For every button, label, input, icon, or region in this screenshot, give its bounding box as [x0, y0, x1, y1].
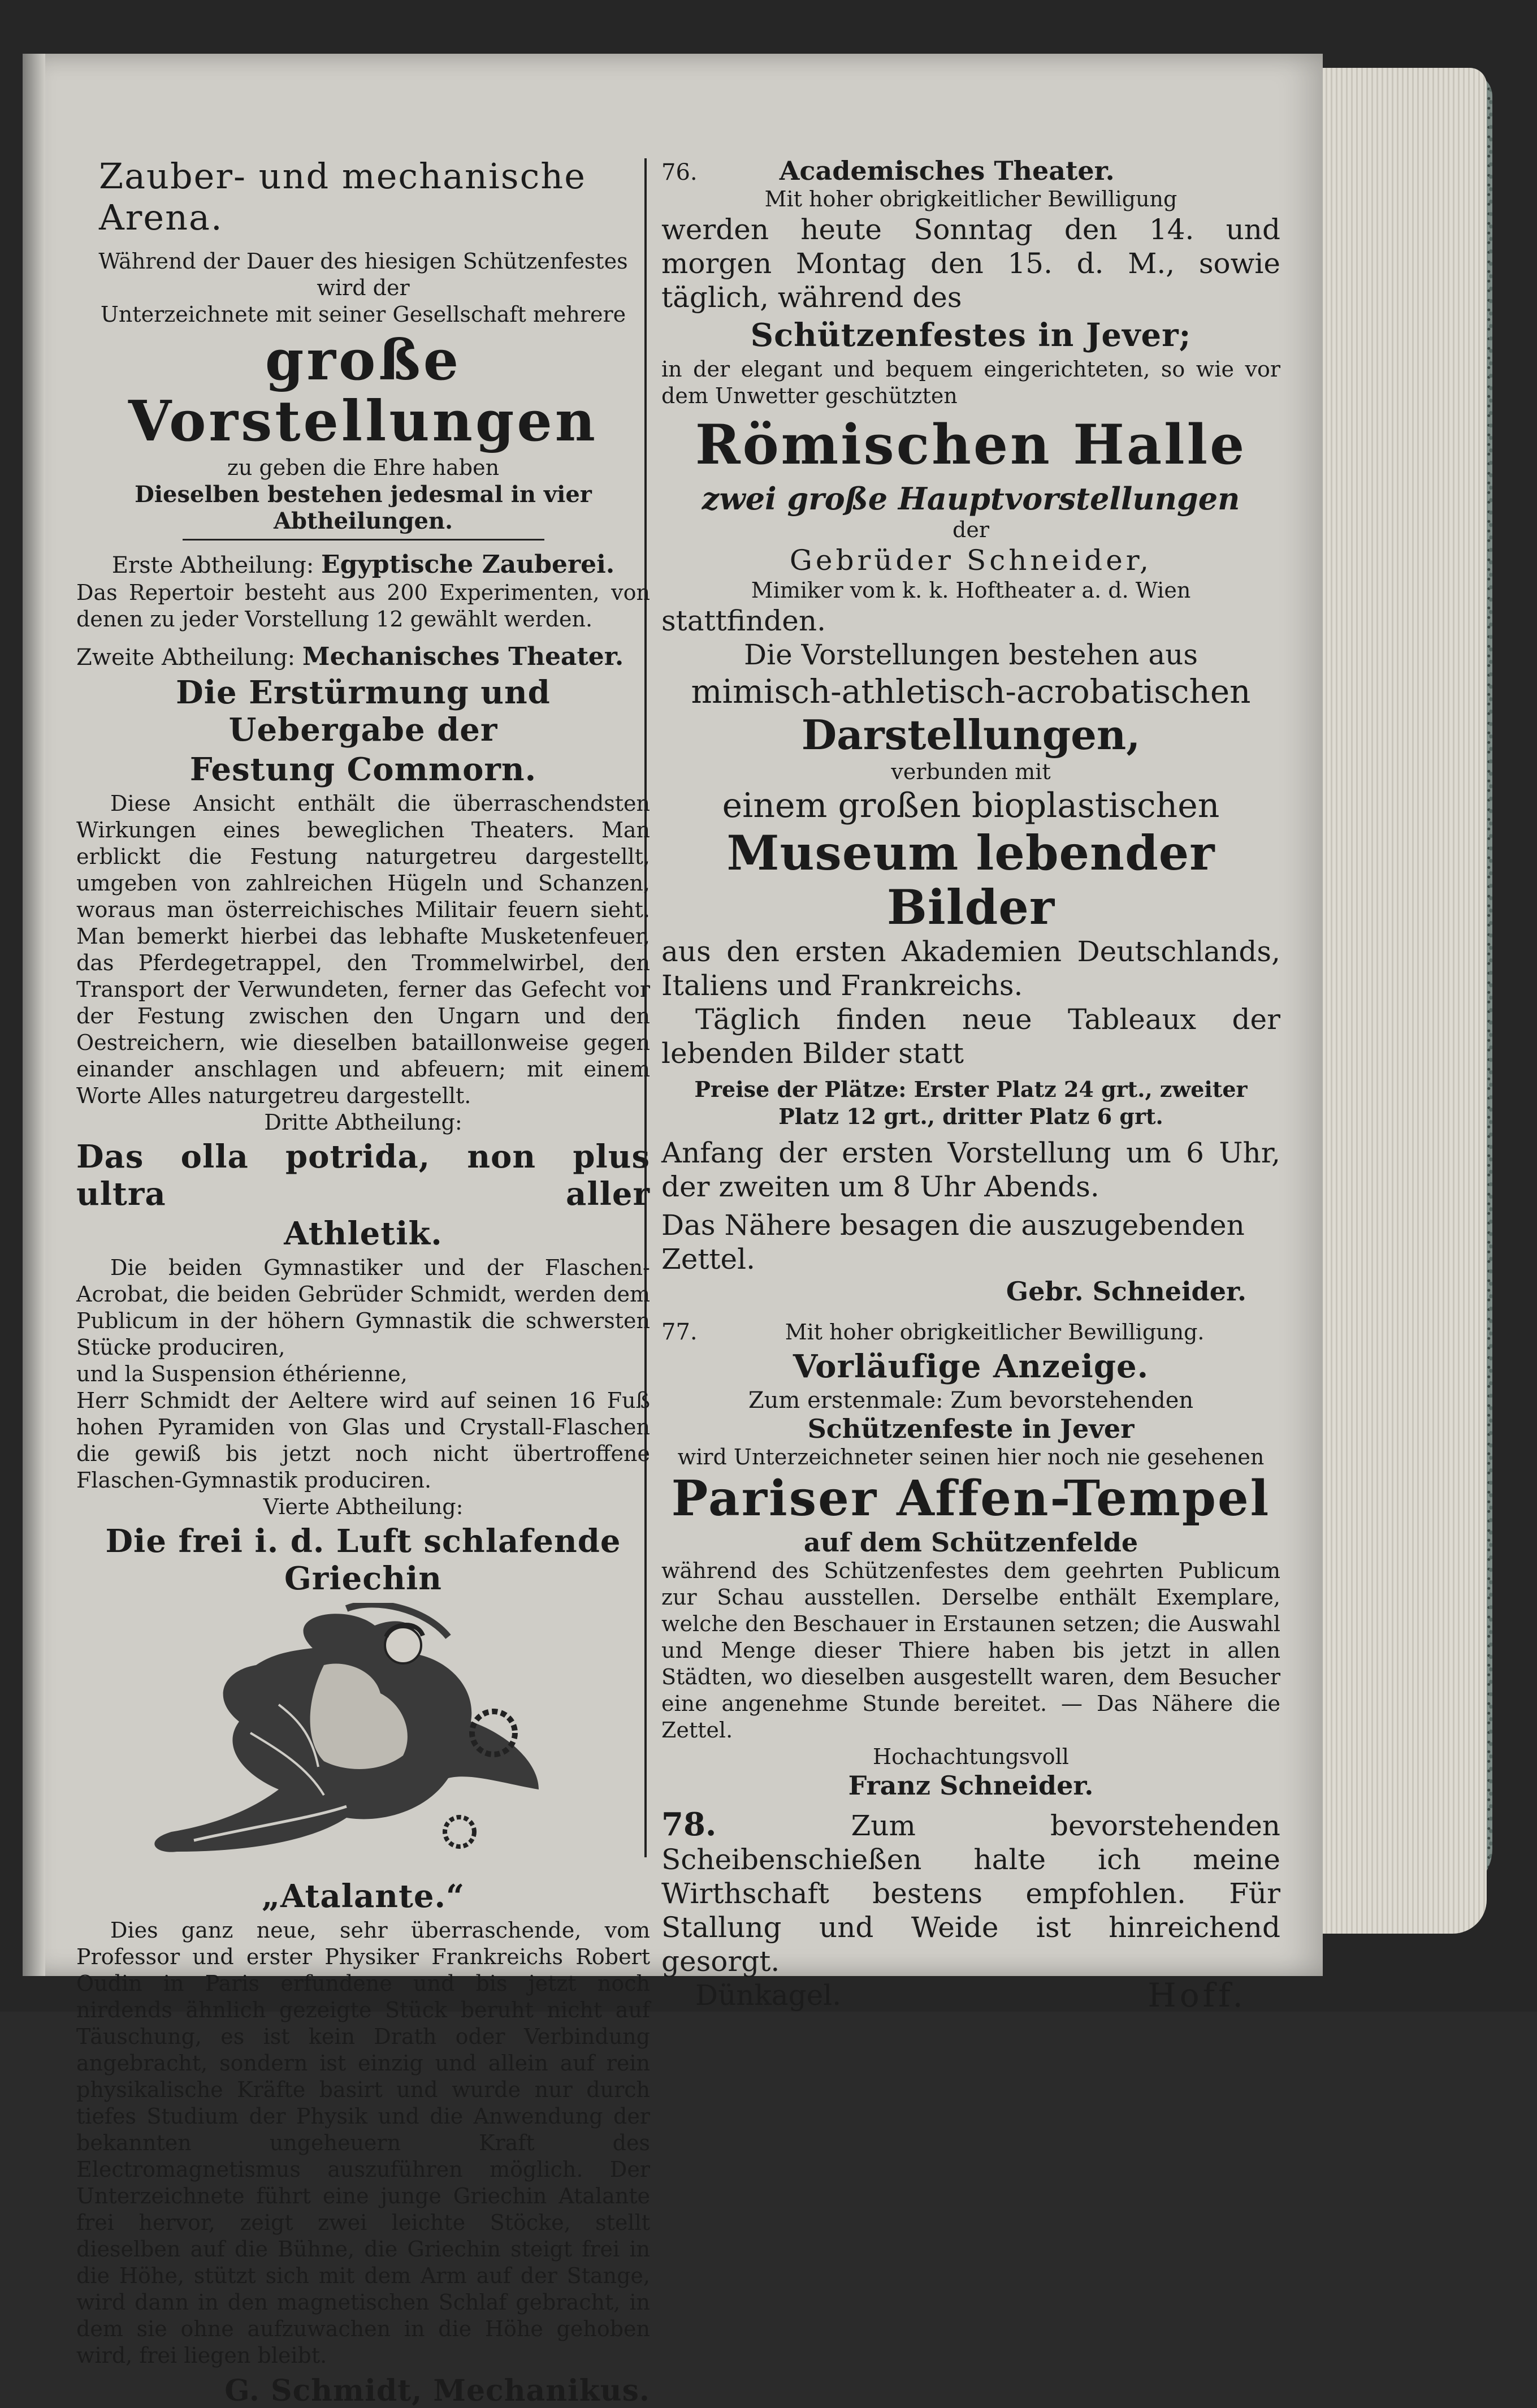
elegant-text: in der elegant und bequem eingerichteten, so wie vor dem Unwetter geschützten: [661, 357, 1280, 408]
vorlaeufige-anzeige: Vorläufige Anzeige.: [793, 1348, 1149, 1385]
hochachtung: Hochachtungsvoll: [873, 1744, 1069, 1769]
ad-number-77: 77.: [661, 1319, 698, 1345]
binding-shadow: [23, 54, 45, 1976]
part-1-title: Egyptische Zauberei.: [321, 550, 615, 579]
ad-78: [661, 1808, 1280, 1978]
part-1-text: Das Repertoir besteht aus 200 Experimenten, von denen zu jeder Vorstellung 12 gewählt werden.: [76, 580, 650, 632]
storm-text: Diese Ansicht enthält die überraschendsten Wirkungen eines beweglichen Theaters. Man erblickt die Festung naturgetreu dargestellt, umgeben von zahlreichen Hügeln und Schanzen, woraus man österreichisches Militair feuern sieht. Man bemerkt hierbei das lebhafte Musketenfeuer, das Pferdegetrappel, den Trommelwirbel, den Transport der Verwundeten, ferner das Gefecht vor der Festung zwischen den Ungarn und den Oestreichern, wie dieselben bataillonweise gegen einander anschlagen und abfeuern; mit einem Worte Alles naturgetreu dargestellt.: [76, 791, 650, 1108]
naehere-text: Das Nähere besagen die auszugebenden Zettel.: [661, 1209, 1245, 1276]
schuetzenfelde: auf dem Schützenfelde: [803, 1527, 1138, 1558]
divider-rule: [183, 539, 544, 541]
signature-77: Franz Schneider.: [848, 1770, 1094, 1801]
parts-line: Dieselben bestehen jedesmal in vier Abtheilungen.: [135, 481, 592, 534]
stattfinden: stattfinden.: [661, 604, 826, 637]
mimisch-line: mimisch-athletisch-acrobatischen: [691, 672, 1251, 711]
athletik-text-3: Herr Schmidt der Aeltere wird auf seinen 16 Fuß hohen Pyramiden von Glas und Crystall-Flaschen die gewiß bis jetzt noch nicht übertroffene Flaschen-Gymnastik produciren.: [76, 1388, 650, 1493]
right-column: [661, 155, 1280, 2012]
dates-text: werden heute Sonntag den 14. und morgen Montag den 15. d. M., sowie täglich, während des: [661, 213, 1280, 314]
tableaux-text: Täglich finden neue Tableaux der lebenden Bilder statt: [661, 1003, 1280, 1070]
part-3-label: Dritte Abtheilung:: [264, 1110, 462, 1135]
erstenmale-line: Zum erstenmale: Zum bevorstehenden: [748, 1387, 1194, 1413]
left-column: [76, 155, 650, 2408]
intro-line-1: Während der Dauer des hiesigen Schützenfestes wird der: [98, 249, 628, 300]
museum-lebender-bilder: Museum lebender Bilder: [726, 825, 1215, 935]
arena-title: Zauber- und mechanische Arena.: [99, 155, 586, 238]
permission-76: Mit hoher obrigkeitlicher Bewilligung: [764, 187, 1177, 211]
part-2-label: Zweite Abtheilung:: [76, 645, 296, 671]
ad-78-place: Dünkagel.: [695, 1979, 842, 2012]
theater-title: Academisches Theater.: [779, 155, 1115, 186]
darstellungen: Darstellungen,: [801, 711, 1141, 759]
page-edges: [1317, 68, 1487, 1934]
unterzeichneter-line: wird Unterzeichneter seinen hier noch nie gesehenen: [677, 1445, 1265, 1469]
atalante-engraving: [109, 1603, 618, 1874]
schuetzenfeste-jever: Schützenfeste in Jever: [807, 1413, 1135, 1444]
part-2-title: Mechanisches Theater.: [302, 642, 624, 671]
newspaper-page: [23, 54, 1323, 2408]
anfang-text: Anfang der ersten Vorstellung um 6 Uhr, der zweiten um 8 Uhr Abends.: [661, 1136, 1280, 1203]
schuetzenfest-jever: Schützenfestes in Jever;: [750, 317, 1192, 354]
part-4-label: Vierte Abtheilung:: [263, 1494, 464, 1519]
preise-text: Preise der Plätze: Erster Platz 24 grt., zweiter Platz 12 grt., dritter Platz 6 grt.: [694, 1077, 1248, 1129]
part-4-title: Die frei i. d. Luft schlafende Griechin: [105, 1523, 621, 1597]
olla-title-2: Athletik.: [284, 1215, 443, 1252]
ad-77-header: [661, 1319, 1280, 1346]
intro-line-2: Unterzeichnete mit seiner Gesellschaft mehrere: [100, 302, 626, 327]
ad-76-header: [661, 155, 1280, 186]
roemische-halle: Römischen Halle: [695, 413, 1247, 477]
permission-77: Mit hoher obrigkeitlicher Bewilligung.: [785, 1320, 1205, 1344]
der-word: der: [952, 517, 989, 542]
zwei-hauptvorstellungen: zwei große Hauptvorstellungen: [702, 481, 1240, 517]
ad-number-78: 78.: [661, 1806, 717, 1843]
ad-78-text: Zum bevorstehenden Scheibenschießen halte ich meine Wirthschaft bestens empfohlen. Für Stallung und Weide ist hinreichend gesorgt.: [661, 1809, 1280, 1978]
storm-title-1: Die Erstürmung und Uebergabe der: [176, 674, 551, 749]
part-2-heading: [76, 643, 650, 672]
bioplast-line: einem großen bioplastischen: [722, 786, 1220, 825]
verbunden-line: verbunden mit: [891, 759, 1051, 784]
ad-number-76: 76.: [661, 159, 698, 185]
sleeping-greek-woman-illustration: [109, 1603, 618, 1874]
schmidt-signature: G. Schmidt, Mechanikus.: [224, 2374, 650, 2408]
olla-title-1: Das olla potrida, non plus ultra aller: [76, 1138, 650, 1213]
atalante-title: „Atalante.“: [261, 1878, 465, 1915]
bestehen-line: Die Vorstellungen bestehen aus: [743, 638, 1198, 671]
mimiker-line: Mimiker vom k. k. Hoftheater a. d. Wien: [751, 578, 1191, 603]
ad-78-footer: [661, 1978, 1280, 2012]
part-1-heading: [76, 551, 650, 580]
atalante-text: Dies ganz neue, sehr überraschende, vom Professor und erster Physiker Frankreichs Robert Oudin in Paris erfundene und bis jetzt noch nirdends ähnlich gezeigte Stück beruht nicht auf Täuschung, es ist kein Drath oder Verbindung angebracht, sondern ist einzig und allein auf rein physikalische Kräfte basirt und wurde nur durch tiefes Studium der Physik und die Anwendung der bekannten ungeheuern Kraft des Electromagnetismus auszuführen möglich. Der Unterzeichnete führt eine junge Griechin Atalante frei hervor, zeigt zwei leichte Stöcke, stellt dieselben auf die Bühne, die Griechin steigt frei in die Höhe, stützt sich mit dem Arm auf der Stange, wird dann in den magnetischen Schlaf gebracht, in dem sie ohne aufzuwachen in die Höhe gehoben wird, frei liegen bleibt.: [76, 1918, 650, 2368]
affen-text: während des Schützenfestes dem geehrten Publicum zur Schau ausstellen. Derselbe enthält Exemplare, welche den Beschauer in Erstaunen setzen; die Auswahl und Menge dieser Thiere haben bis jetzt in allen Städten, wo dieselben ausgestellt waren, dem Besucher eine angenehme Stunde bereitet. — Das Nähere die Zettel.: [661, 1558, 1280, 1743]
part-1-label: Erste Abtheilung:: [111, 552, 314, 578]
gebrueder-schneider: Gebrüder Schneider,: [789, 544, 1153, 577]
big-heading: große Vorstellungen: [128, 328, 598, 454]
pariser-affen-tempel: Pariser Affen-Tempel: [671, 1470, 1271, 1527]
akademien-text: aus den ersten Akademien Deutschlands, Italiens und Frankreichs.: [661, 935, 1280, 1002]
ad-78-name: Hoff.: [1148, 1976, 1246, 2014]
athletik-text-1: Die beiden Gymnastiker und der Flaschen-Acrobat, die beiden Gebrüder Schmidt, werden dem Publicum in der höhern Gymnastik die schwersten Stücke produciren,: [76, 1255, 650, 1360]
signature-76: Gebr. Schneider.: [1006, 1276, 1246, 1307]
athletik-text-2: und la Suspension éthérienne,: [76, 1361, 408, 1386]
honor-line: zu geben die Ehre haben: [227, 455, 500, 480]
storm-title-2: Festung Commorn.: [189, 751, 537, 788]
